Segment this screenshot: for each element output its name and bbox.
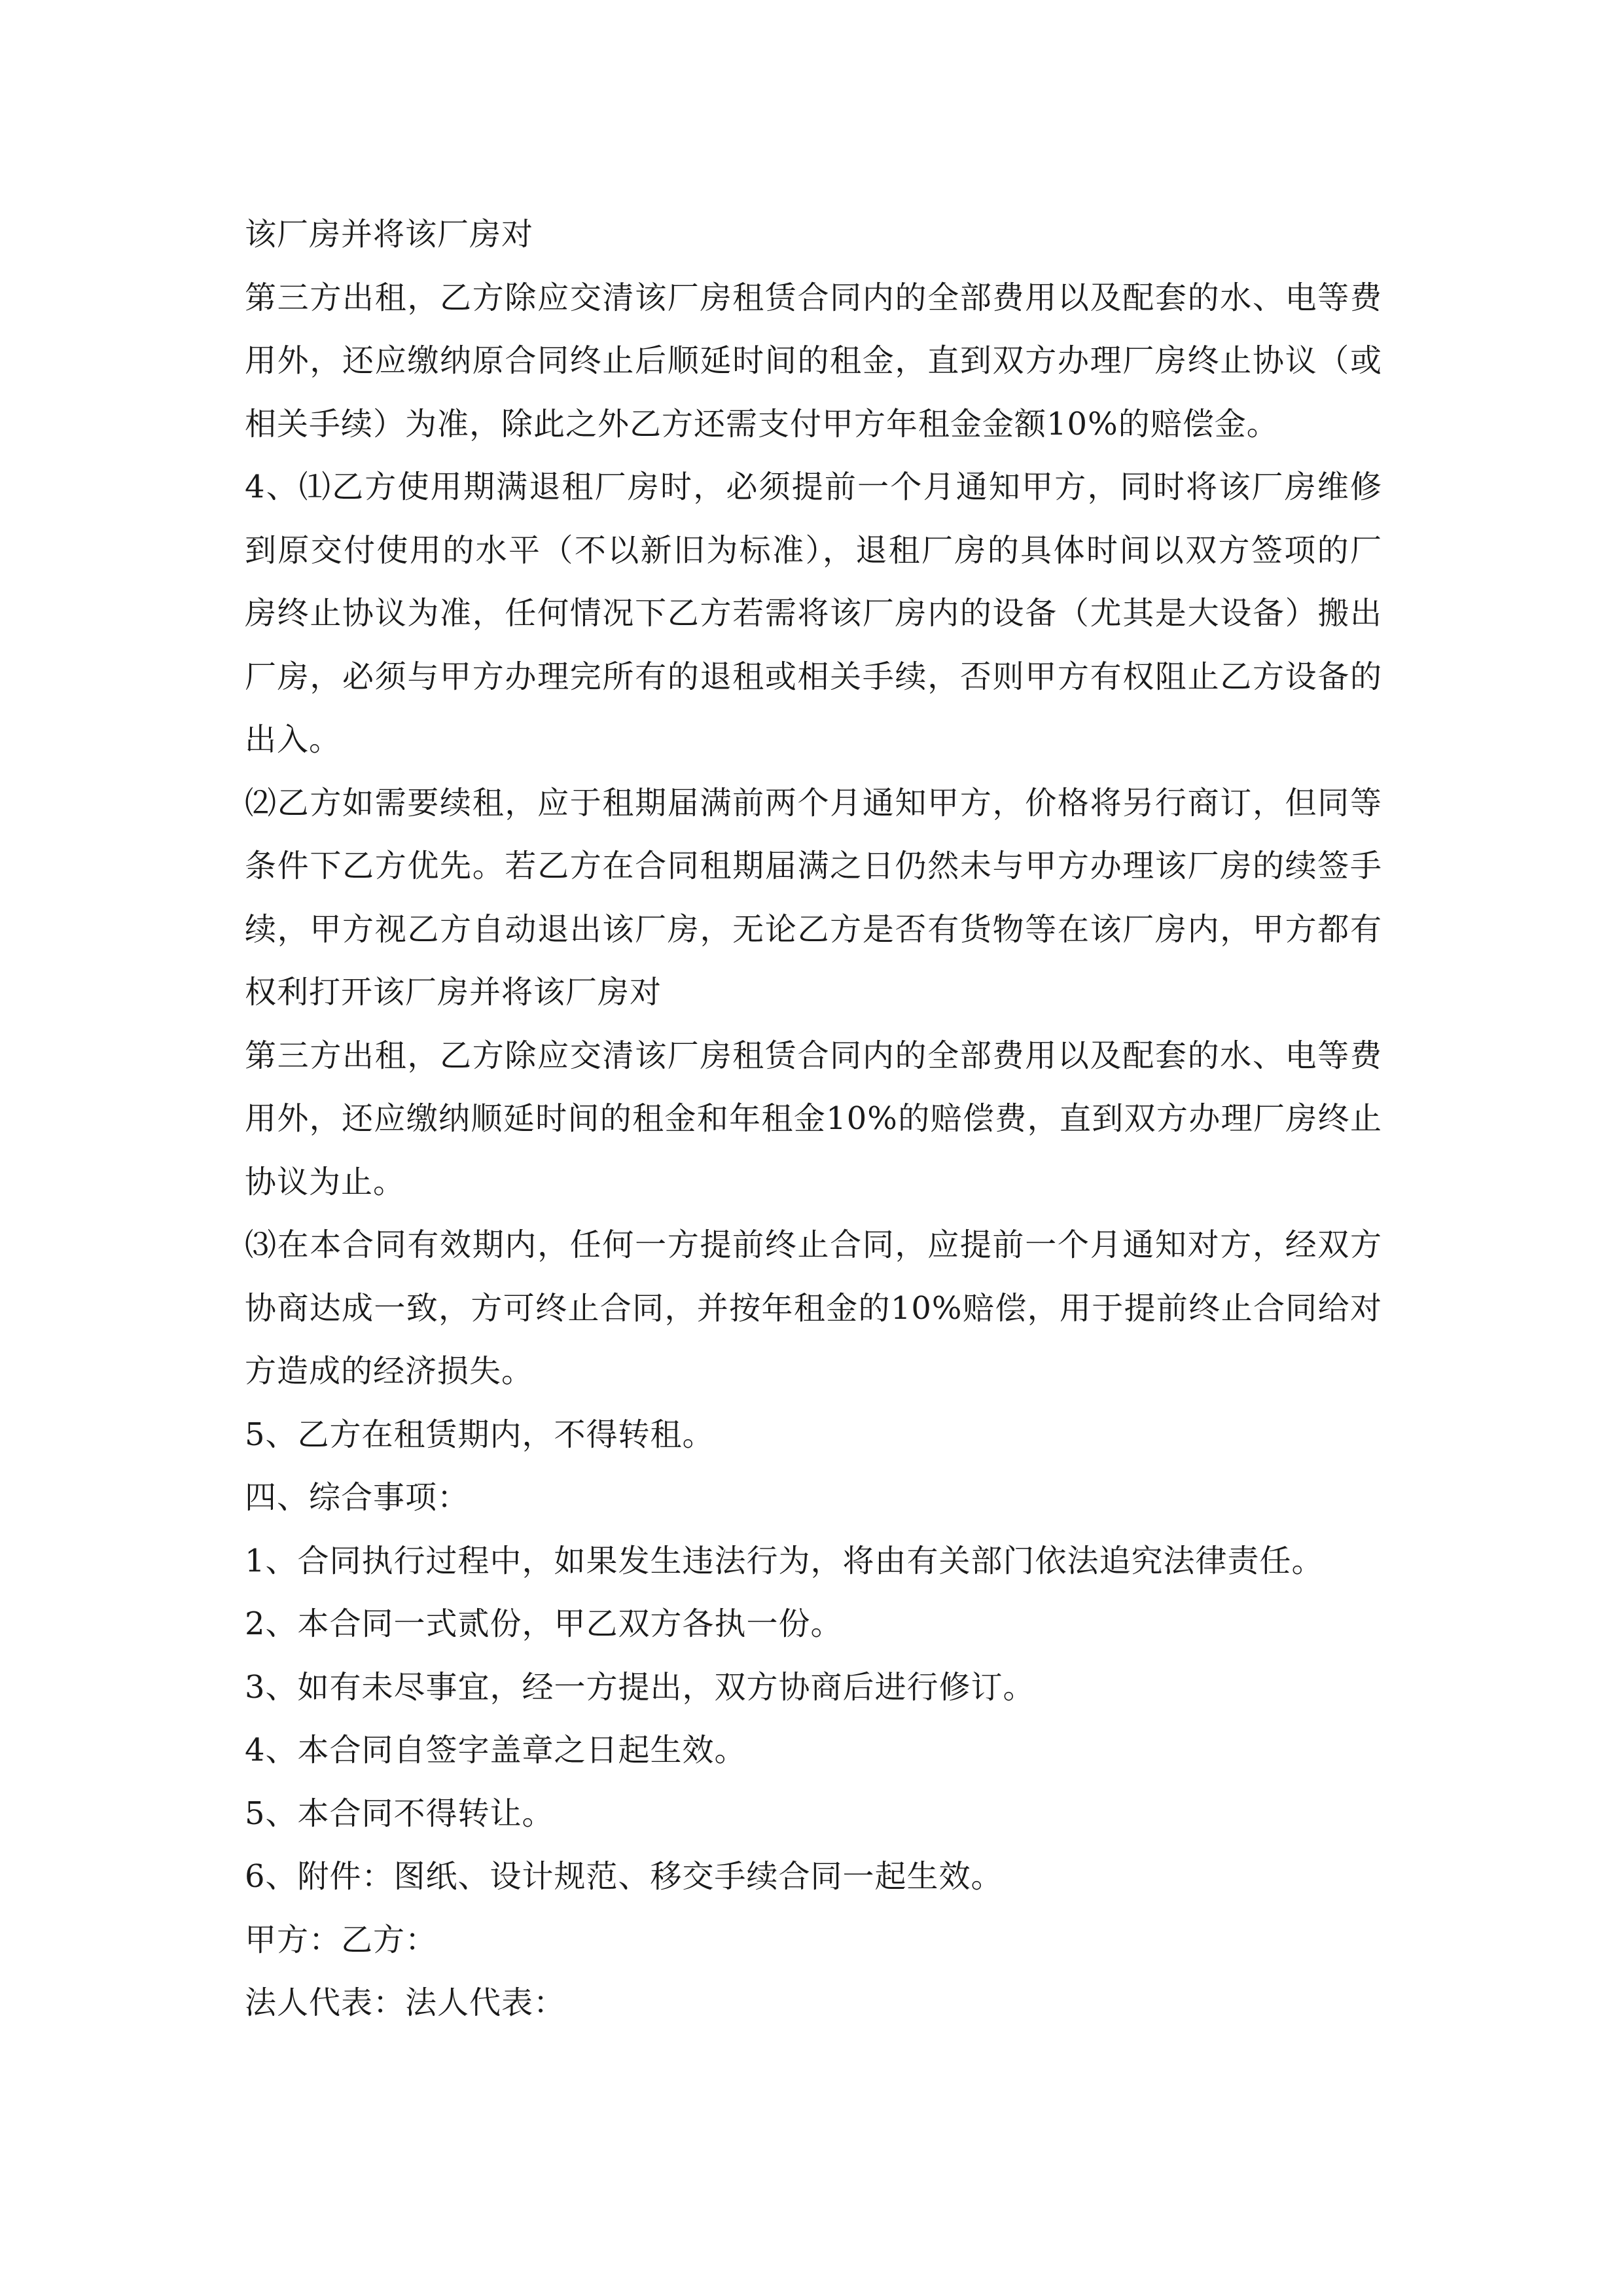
signature-parties-line: 甲方：乙方： bbox=[245, 1921, 438, 1958]
list-item-general-3: 3、如有未尽事宜，经一方提出，双方协商后进行修订。 bbox=[245, 1668, 1035, 1706]
list-item-general-5: 5、本合同不得转让。 bbox=[245, 1795, 554, 1832]
list-item-general-1: 1、合同执行过程中，如果发生违法行为，将由有关部门依法追究法律责任。 bbox=[245, 1542, 1324, 1579]
list-item-general-4: 4、本合同自签字盖章之日起生效。 bbox=[245, 1732, 747, 1768]
paragraph-clause-4-2-renewal: ⑵乙方如需要续租，应于租期届满前两个月通知甲方，价格将另行商订，但同等条件下乙方优先。若乙方在合同租期届满之日仍然未与甲方办理该厂房的续签手续，甲方视乙方自动退出该厂房，无论乙方是否有货物等在该厂房内，甲方都有权利打开该厂房并将该厂房对 bbox=[245, 784, 1382, 1011]
paragraph-continuation: 该厂房并将该厂房对 bbox=[245, 216, 534, 253]
section-heading-general-matters: 四、综合事项： bbox=[245, 1479, 470, 1516]
paragraph-third-party-rental-compensation: 第三方出租，乙方除应交清该厂房租赁合同内的全部费用以及配套的水、电等费用外，还应缴纳顺延时间的租金和年租金10%的赔偿费，直到双方办理厂房终止协议为止。 bbox=[245, 1037, 1382, 1200]
list-item-general-6: 6、附件：图纸、设计规范、移交手续合同一起生效。 bbox=[245, 1858, 1003, 1895]
paragraph-clause-4-3-early-termination: ⑶在本合同有效期内，任何一方提前终止合同，应提前一个月通知对方，经双方协商达成一致，方可终止合同，并按年租金的10%赔偿，用于提前终止合同给对方造成的经济损失。 bbox=[245, 1227, 1382, 1390]
paragraph-clause-4-1-termination: 4、⑴乙方使用期满退租厂房时，必须提前一个月通知甲方，同时将该厂房维修到原交付使用的水平（不以新旧为标准），退租厂房的具体时间以双方签项的厂房终止协议为准，任何情况下乙方若需将该厂房内的设备（尤其是大设备）搬出厂房，必须与甲方办理完所有的退租或相关手续，否则甲方有权阻止乙方设备的出入。 bbox=[245, 469, 1382, 758]
paragraph-third-party-rental-clause: 第三方出租，乙方除应交清该厂房租赁合同内的全部费用以及配套的水、电等费用外，还应缴纳原合同终止后顺延时间的租金，直到双方办理厂房终止协议（或相关手续）为准，除此之外乙方还需支付甲方年租金金额10%的赔偿金。 bbox=[245, 279, 1382, 442]
signature-legal-representatives-line: 法人代表：法人代表： bbox=[245, 1984, 566, 2021]
paragraph-clause-5-no-sublease: 5、乙方在租赁期内，不得转租。 bbox=[245, 1416, 715, 1453]
document-body bbox=[245, 203, 1382, 2035]
list-item-general-2: 2、本合同一式贰份，甲乙双方各执一份。 bbox=[245, 1605, 843, 1642]
